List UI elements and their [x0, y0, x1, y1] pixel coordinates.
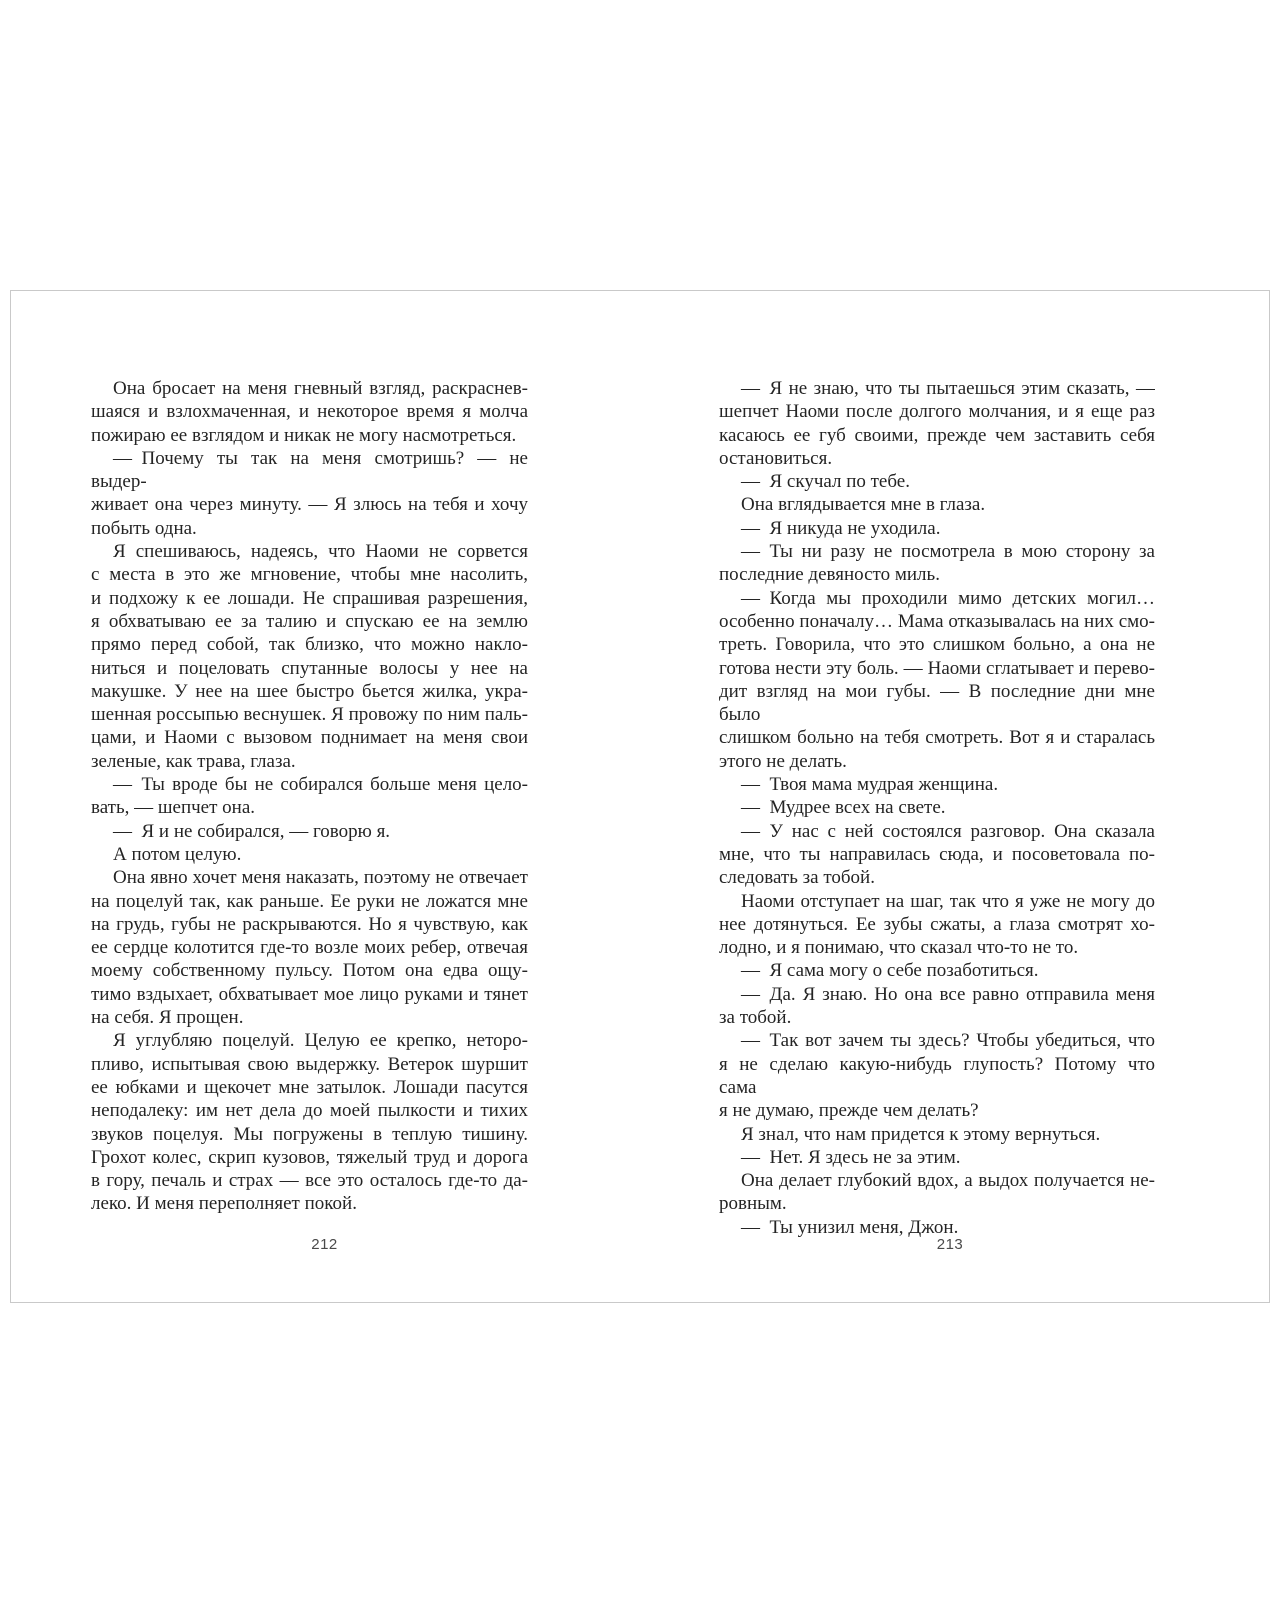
text-line: шенная россыпью веснушек. Я провожу по ним паль- — [91, 704, 528, 726]
text-line: этого не делать. — [719, 750, 847, 772]
text-line: тимо вздыхает, обхватывает мое лицо руками и тянет — [91, 983, 528, 1005]
text-line: шепчет Наоми после долгого молчания, и я еще раз — [719, 401, 1155, 423]
page-right-text — [719, 377, 1155, 1239]
text-line: Наоми отступает на шаг, так что я уже не могу до — [741, 890, 1155, 912]
text-line: я обхватываю ее за талию и спускаю ее на землю — [91, 610, 528, 632]
paragraph — [719, 587, 1155, 773]
text-line: за тобой. — [719, 1007, 792, 1029]
text-line: — Я сама могу о себе позаботиться. — [741, 960, 1039, 982]
page-left-number: 212 — [311, 1236, 338, 1253]
text-line: лодно, и я понимаю, что сказал что-то не то. — [719, 937, 1079, 959]
page-right — [11, 291, 1269, 1302]
text-line: — Ты вроде бы не собирался больше меня цело- — [113, 774, 528, 796]
text-line: вать, — шепчет она. — [91, 797, 256, 819]
text-line: ровным. — [719, 1193, 787, 1215]
text-line: особенно поначалу… Мама отказывалась на них смо- — [719, 610, 1155, 632]
paragraph — [719, 1123, 1155, 1146]
paragraph — [719, 1146, 1155, 1169]
text-line: остановиться. — [719, 447, 833, 469]
text-line: прямо перед собой, так близко, что можно накло- — [91, 634, 528, 656]
text-line: — Я не знаю, что ты пытаешься этим сказать, — — [741, 378, 1155, 399]
text-line: дит взгляд на мои губы. — В последние дни мне было — [719, 680, 1155, 726]
paragraph — [719, 1029, 1155, 1122]
text-line: — Так вот зачем ты здесь? Чтобы убедиться, что — [741, 1030, 1155, 1052]
text-line: макушке. У нее на шее быстро бьется жилка, укра- — [91, 680, 528, 702]
text-line: на поцелуй так, как раньше. Ее руки не ложатся мне — [91, 890, 528, 912]
page-right-number: 213 — [936, 1236, 964, 1253]
text-line: — Ты ни разу не посмотрела в мою сторону за — [741, 541, 1155, 563]
text-line: — Да. Я знаю. Но она все равно отправила меня — [741, 983, 1155, 1005]
text-line: — Мудрее всех на свете. — [741, 797, 946, 819]
text-line: пожираю ее взглядом и никак не могу насмотреться. — [91, 424, 517, 446]
paragraph — [719, 773, 1155, 796]
text-line: я не думаю, прежде чем делать? — [719, 1100, 979, 1122]
paragraph — [719, 796, 1155, 819]
text-line: звуков поцелуя. Мы погружены в теплую тишину. — [91, 1123, 528, 1145]
paragraph — [719, 377, 1155, 470]
text-line: шаяся и взлохмаченная, и некоторое время я молча — [91, 401, 528, 423]
text-line: касаюсь ее губ своими, прежде чем заставить себя — [719, 424, 1155, 446]
text-line: готова нести эту боль. — Наоми сглатывает и перево- — [719, 657, 1155, 679]
text-line: ее сердце колотится где-то возле моих ребер, отвечая — [91, 937, 528, 959]
text-line: Она делает глубокий вдох, а выдох получается не- — [741, 1170, 1155, 1192]
text-line: — Я скучал по тебе. — [741, 471, 910, 493]
text-line: — Я никуда не уходила. — [741, 517, 941, 539]
text-line: — Нет. Я здесь не за этим. — [741, 1146, 961, 1168]
paragraph — [719, 983, 1155, 1030]
paragraph — [719, 493, 1155, 516]
text-line: на себя. Я прощен. — [91, 1007, 244, 1029]
text-line: Я углубляю поцелуй. Целую ее крепко, неторо- — [113, 1030, 528, 1052]
text-line: А потом целую. — [113, 843, 242, 865]
text-line: — Я и не собирался, — говорю я. — [113, 820, 391, 842]
paragraph — [719, 820, 1155, 890]
paragraph — [719, 1169, 1155, 1216]
book-spread — [10, 290, 1270, 1303]
paragraph — [719, 959, 1155, 982]
text-line: леко. И меня переполняет покой. — [91, 1193, 357, 1215]
text-line: ее юбками и щекочет мне затылок. Лошади пасутся — [91, 1076, 528, 1098]
text-line: и подхожу к ее лошади. Не спрашивая разрешения, — [91, 587, 528, 609]
text-line: слишком больно на тебя смотреть. Вот я и старалась — [719, 727, 1155, 749]
text-line: в гору, печаль и страх — все это осталось где-то да- — [91, 1170, 528, 1192]
text-line: нее дотянуться. Ее зубы сжаты, а глаза смотрят хо- — [719, 913, 1155, 935]
text-line: Она бросает на меня гневный взгляд, раскраснев- — [113, 378, 528, 399]
text-line: на грудь, губы не раскрываются. Но я чувствую, как — [91, 913, 528, 935]
text-line: последние девяносто миль. — [719, 564, 940, 586]
text-line: Она явно хочет меня наказать, поэтому не отвечает — [113, 867, 528, 889]
text-line: треть. Говорила, что это слишком больно, а она не — [719, 634, 1155, 656]
text-line: живает она через минуту. — Я злюсь на тебя и хочу — [91, 494, 528, 516]
text-line: цами, и Наоми с вызовом поднимает на меня свои — [91, 727, 528, 749]
text-line: Она вглядывается мне в глаза. — [741, 494, 986, 516]
text-line: мне, что ты направилась сюда, и посоветовала по- — [719, 843, 1155, 865]
text-line: ниться и поцеловать спутанные волосы у нее на — [91, 657, 528, 679]
paragraph — [719, 540, 1155, 587]
text-line: с места в это же мгновение, чтобы мне насолить, — [91, 564, 528, 586]
text-line: Грохот колес, скрип кузовов, тяжелый труд и дорога — [91, 1146, 528, 1168]
text-line: неподалеку: им нет дела до моей пылкости и тихих — [91, 1100, 528, 1122]
text-line: — У нас с ней состоялся разговор. Она сказала — [741, 820, 1155, 842]
text-line: зеленые, как трава, глаза. — [91, 750, 296, 772]
text-line: — Ты унизил меня, Джон. — [741, 1216, 959, 1238]
text-line: — Твоя мама мудрая женщина. — [741, 774, 999, 796]
paragraph — [719, 470, 1155, 493]
text-line: Я знал, что нам придется к этому вернуться. — [741, 1123, 1101, 1145]
paragraph — [719, 890, 1155, 960]
text-line: следовать за тобой. — [719, 867, 875, 889]
text-line: моему собственному пульсу. Потом она едва ощу- — [91, 960, 528, 982]
text-line: я не сделаю какую-нибудь глупость? Потому что сама — [719, 1053, 1155, 1098]
text-line: побыть одна. — [91, 517, 197, 539]
text-line: Я спешиваюсь, надеясь, что Наоми не сорвется — [113, 541, 528, 563]
text-line: — Почему ты так на меня смотришь? — не выдер- — [91, 447, 528, 493]
paragraph — [719, 517, 1155, 540]
text-line: пливо, испытывая свою выдержку. Ветерок шуршит — [91, 1053, 528, 1075]
text-line: — Когда мы проходили мимо детских могил… — [741, 587, 1155, 609]
